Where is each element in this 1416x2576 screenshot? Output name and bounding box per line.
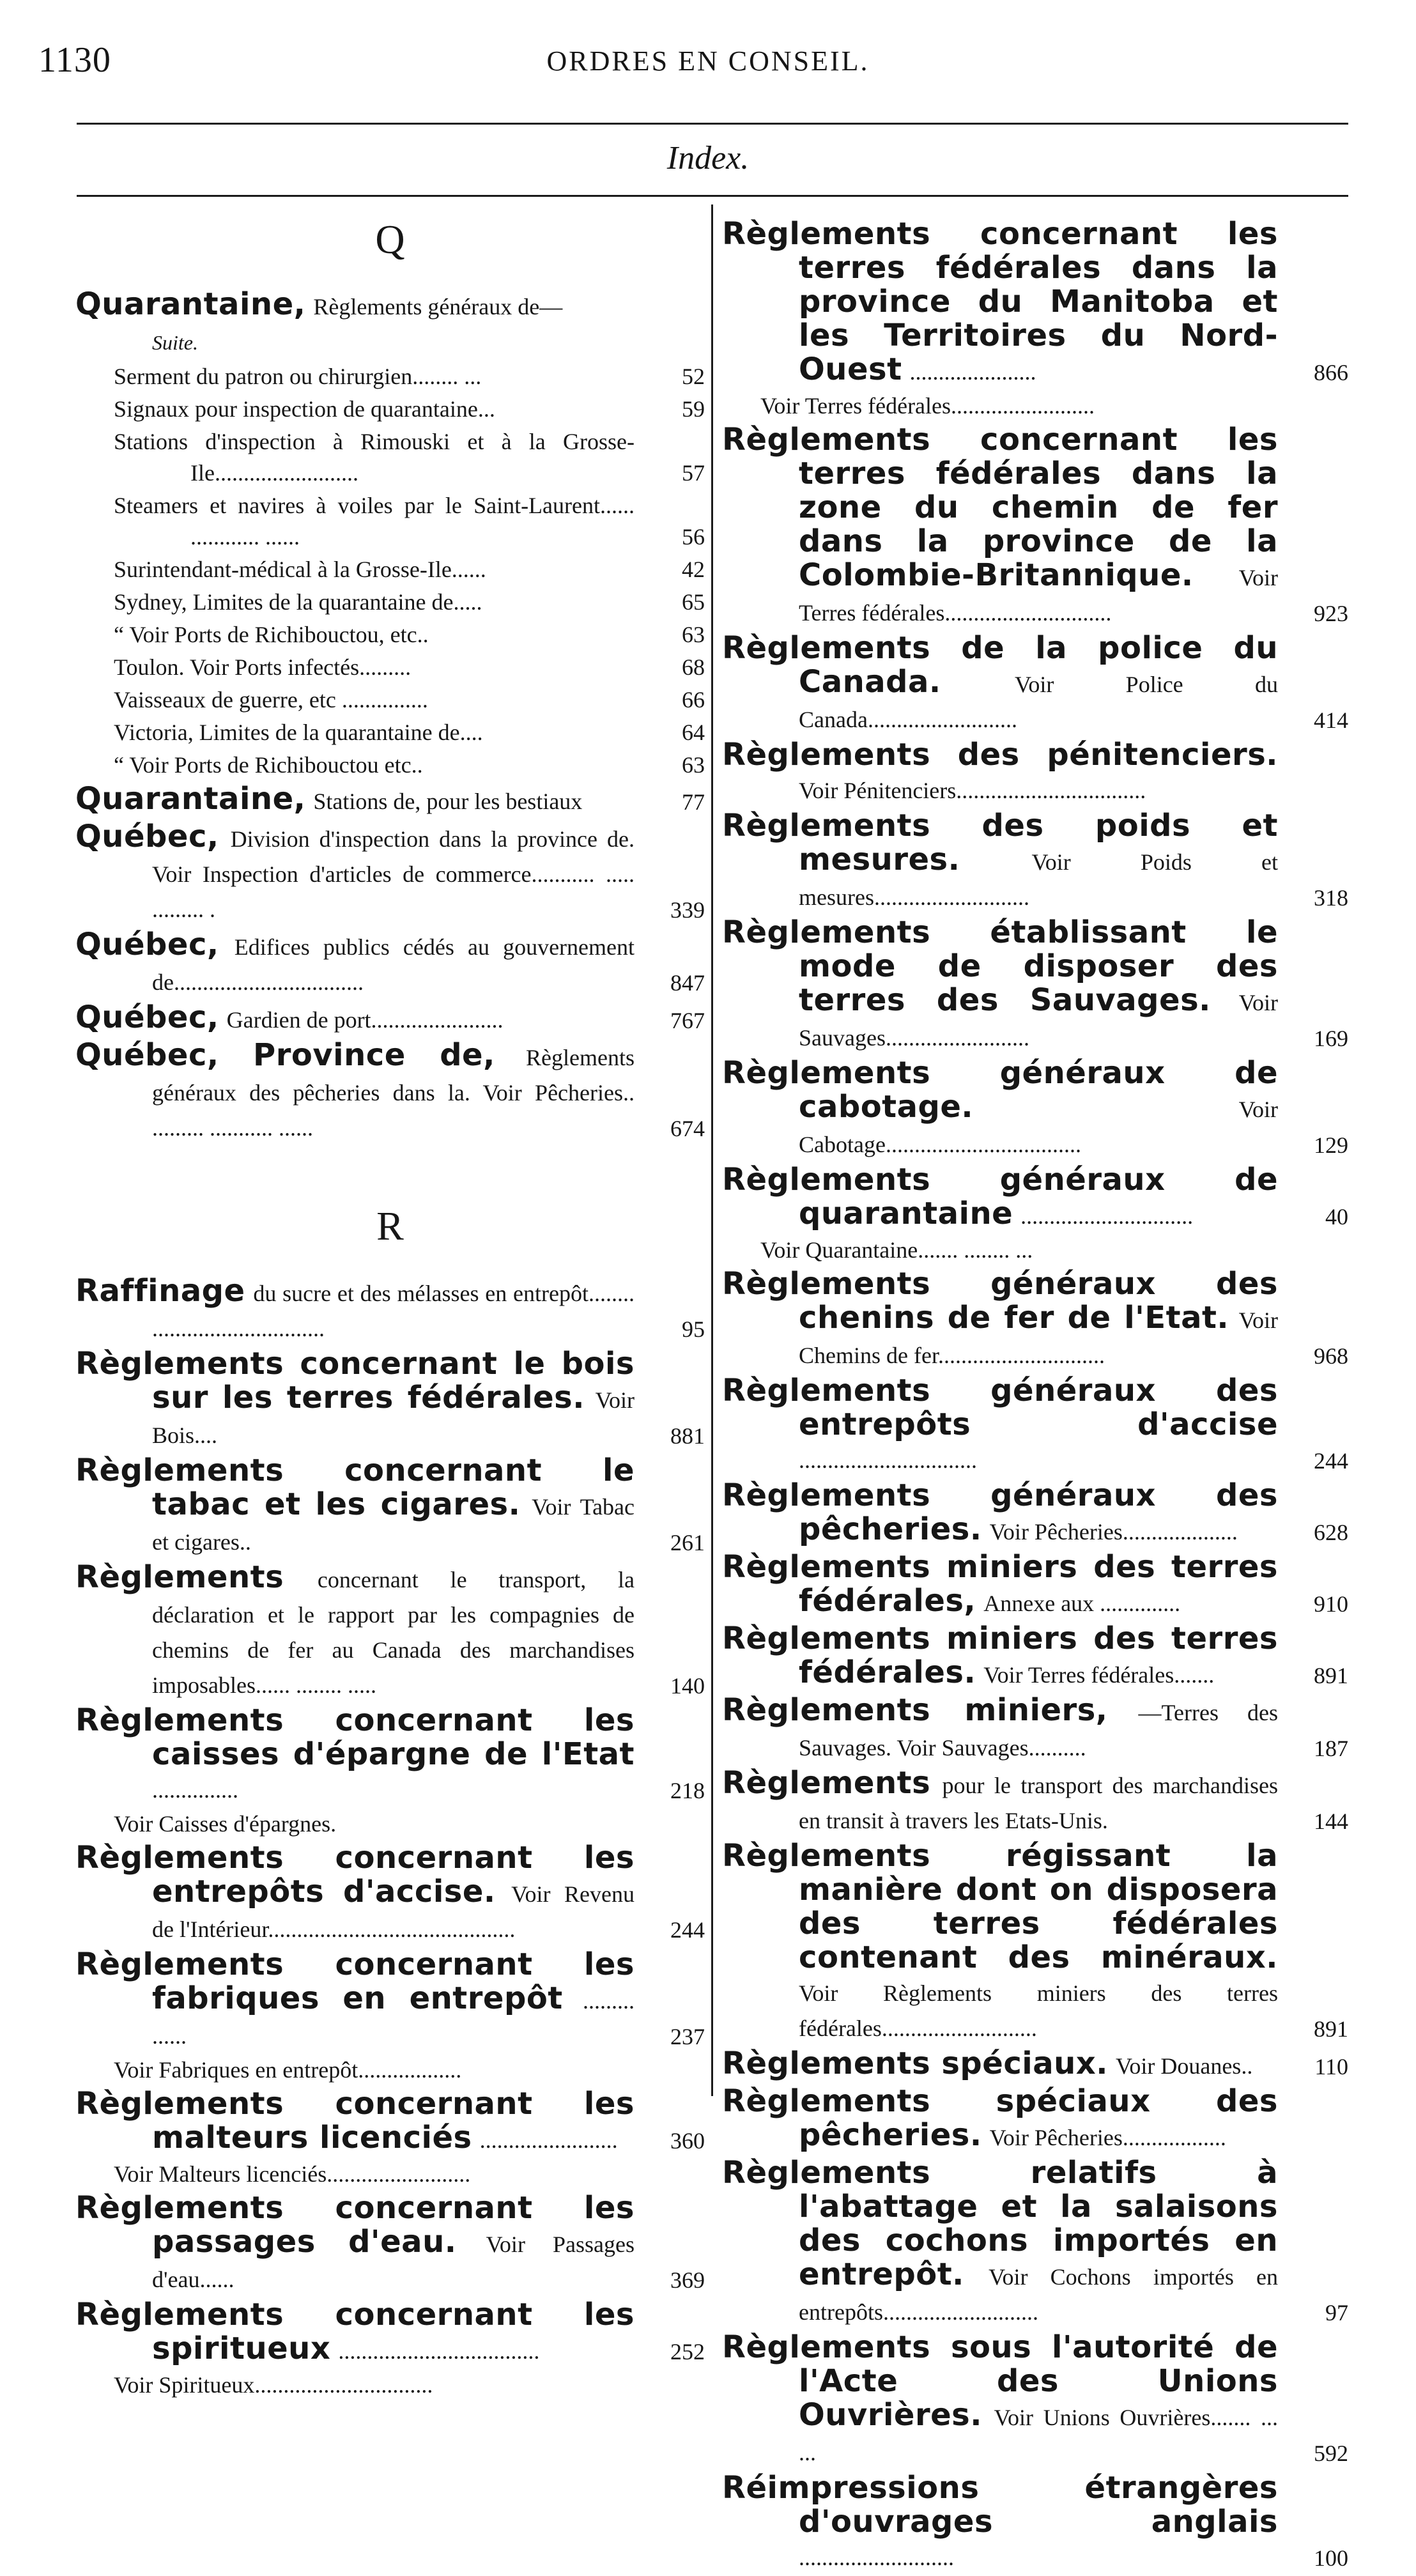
entry-text: Gardien de port....................... — [226, 1007, 504, 1033]
entry-text: ............... — [152, 1777, 238, 1803]
index-entry — [722, 1550, 1348, 1620]
entry-page-number: 187 — [1314, 1736, 1348, 1761]
entry-text: Vaisseaux de guerre, etc ............... — [114, 687, 428, 713]
entry-heading: Règlements — [75, 1559, 284, 1595]
page-number: 1130 — [38, 40, 111, 80]
entry-text: .............................. — [1020, 1203, 1194, 1229]
entry-text: Règlements généraux de— — [313, 294, 563, 320]
index-entry — [75, 652, 705, 683]
index-entry — [75, 2370, 705, 2401]
entry-heading: Québec, — [75, 819, 219, 854]
index-entry — [75, 820, 705, 926]
entry-page-number: 628 — [1314, 1520, 1348, 1545]
index-entry — [75, 1809, 705, 1840]
entry-page-number: 63 — [682, 622, 705, 647]
left-column — [75, 217, 705, 2402]
entry-text: Sydney, Limites de la quarantaine de..... — [114, 589, 482, 615]
entry-page-number: 923 — [1314, 601, 1348, 626]
entry-page-number: 244 — [670, 1917, 705, 1943]
index-entry — [722, 1374, 1348, 1477]
index-entry — [75, 394, 705, 425]
index-entry — [722, 217, 1348, 389]
index-entry — [75, 426, 705, 489]
index-entry — [75, 782, 705, 818]
index-entry — [722, 631, 1348, 736]
entry-page-number: 57 — [682, 460, 705, 486]
index-entry — [75, 1038, 705, 1145]
entry-page-number: 339 — [670, 897, 705, 923]
entry-heading: Québec, Province de, — [75, 1037, 495, 1073]
entry-heading: Règlements spéciaux des pêcheries. — [722, 2083, 1278, 2153]
index-entry — [722, 2331, 1348, 2469]
running-title: ORDRES EN CONSEIL. — [546, 45, 870, 77]
entry-text: Voir Revenu de l'Intérieur........................................... — [152, 1881, 635, 1942]
entry-page-number: 77 — [682, 789, 705, 815]
entry-heading: Règlements concernant le tabac et les cigares. — [75, 1453, 635, 1522]
entry-page-number: 910 — [1314, 1591, 1348, 1617]
entry-heading: Règlements de la police du Canada. — [722, 630, 1278, 700]
entry-page-number: 100 — [1314, 2545, 1348, 2571]
entry-page-number: 866 — [1314, 360, 1348, 385]
entry-heading: Règlements généraux des entrepôts d'accise — [722, 1373, 1278, 1442]
entry-heading: Règlements concernant les malteurs licenciés — [75, 2086, 635, 2156]
index-entry — [722, 809, 1348, 914]
entry-page-number: 318 — [1314, 885, 1348, 911]
index-entry — [75, 1454, 705, 1559]
entry-page-number: 140 — [670, 1673, 705, 1699]
index-entry — [722, 1766, 1348, 1837]
entry-page-number: 110 — [1314, 2054, 1348, 2079]
entry-text: Voir Cabotage.................................. — [799, 1097, 1278, 1157]
entry-heading: Règlements concernant le bois sur les terres fédérales. — [75, 1346, 635, 1415]
index-entry — [75, 1274, 705, 1345]
index-entry — [75, 490, 705, 553]
entry-list-r — [75, 1274, 705, 2401]
entry-heading: Règlements généraux des chenins de fer de l'Etat. — [722, 1266, 1278, 1336]
entry-page-number: 68 — [682, 654, 705, 680]
index-entry — [722, 2156, 1348, 2329]
entry-page-number: 40 — [1325, 1204, 1348, 1230]
entry-page-number: 881 — [670, 1423, 705, 1449]
entry-text: Stations de, pour les bestiaux — [313, 789, 583, 814]
entry-text: Voir Fabriques en entrepôt.................. — [114, 2057, 462, 2083]
index-entry — [722, 916, 1348, 1054]
index-entry — [75, 2087, 705, 2157]
entry-heading: Raffinage — [75, 1273, 245, 1309]
entry-text: Annexe aux .............. — [983, 1591, 1181, 1616]
entry-heading: Règlements — [722, 1765, 931, 1801]
entry-text: Toulon. Voir Ports infectés......... — [114, 654, 412, 680]
entry-text: —Terres des Sauvages. Voir Sauvages.......... — [799, 1700, 1278, 1761]
index-entry — [722, 390, 1348, 422]
entry-text: du sucre et des mélasses en entrepôt........ .............................. — [152, 1281, 635, 1341]
index-entry — [722, 1693, 1348, 1764]
entry-text: Steamers et navires à voiles par le Saint-Laurent...... ............ ...... — [114, 493, 635, 550]
index-entry — [722, 2085, 1348, 2154]
entry-heading: Règlements miniers des terres fédérales, — [722, 1549, 1278, 1619]
entry-suite: Suite. — [152, 331, 198, 354]
entry-page-number: 56 — [682, 524, 705, 550]
entry-heading: Règlements généraux de cabotage. — [722, 1055, 1278, 1125]
entry-text: Voir Sauvages......................... — [799, 990, 1279, 1051]
entry-text: ......... ...... — [152, 1988, 635, 2049]
entry-text: concernant le transport, la déclaration et le rapport par les compagnies de chemins de fer au Canada des marchandises imposables...... ........ ..... — [152, 1567, 635, 1698]
entry-heading: Quarantaine, — [75, 781, 306, 817]
entry-page-number: 66 — [682, 687, 705, 713]
entry-page-number: 261 — [670, 1530, 705, 1555]
entry-heading: Règlements concernant les entrepôts d'accise. — [75, 1840, 635, 1909]
entry-text: Voir Pêcheries.................... — [989, 1519, 1238, 1545]
entry-text: ............................... — [799, 1447, 977, 1473]
entry-heading: Règlements établissant le mode de disposer des terres des Sauvages. — [722, 914, 1278, 1018]
entry-heading: Règlements généraux des pêcheries. — [722, 1477, 1278, 1547]
entry-text: Voir Spiritueux............................... — [114, 2372, 433, 2398]
entry-page-number: 169 — [1314, 1026, 1348, 1051]
entry-text: Voir Quarantaine....... ........ ... — [760, 1237, 1033, 1263]
entry-text: ................................... — [338, 2338, 540, 2364]
index-entry — [75, 619, 705, 651]
index-entry — [722, 738, 1348, 807]
entry-heading: Règlements sous l'autorité de l'Acte des Unions Ouvrières. — [722, 2329, 1278, 2433]
entry-text: Voir Pénitenciers................................. — [799, 778, 1146, 803]
index-entry — [75, 1948, 705, 2053]
index-entry — [75, 2191, 705, 2296]
header-rule-bottom — [77, 195, 1348, 197]
entry-page-number: 847 — [670, 970, 705, 996]
entry-page-number: 65 — [682, 589, 705, 615]
entry-heading: Quarantaine, — [75, 286, 306, 322]
entry-heading: Règlements généraux de quarantaine — [722, 1162, 1278, 1231]
entry-text: “ Voir Ports de Richibouctou etc.. — [114, 752, 423, 778]
entry-page-number: 360 — [670, 2128, 705, 2154]
entry-page-number: 218 — [670, 1778, 705, 1803]
entry-page-number: 674 — [670, 1116, 705, 1141]
entry-heading: Règlements relatifs à l'abattage et la salaisons des cochons importés en entrepôt. — [722, 2155, 1278, 2292]
entry-text: Serment du patron ou chirurgien........ ... — [114, 364, 482, 389]
entry-text: Voir Douanes.. — [1116, 2053, 1253, 2079]
entry-page-number: 252 — [670, 2339, 705, 2364]
entry-heading: Réimpressions étrangères d'ouvrages anglais — [722, 2470, 1278, 2540]
entry-page-number: 63 — [682, 752, 705, 778]
entry-page-number: 891 — [1314, 2016, 1348, 2042]
entry-text: Voir Pêcheries.................. — [989, 2125, 1226, 2150]
entry-text: Edifices publics cédés au gouvernement de................................. — [152, 934, 635, 995]
entry-heading: Règlements régissant la manière dont on disposera des terres fédérales contenant des minéraux. — [722, 1838, 1278, 1975]
index-entry — [75, 928, 705, 999]
entry-heading: Règlements concernant les fabriques en entrepôt — [75, 1947, 635, 2016]
index-entry — [722, 1839, 1348, 2045]
entry-heading: Règlements spéciaux. — [722, 2046, 1108, 2081]
index-entry — [75, 2159, 705, 2190]
index-entry — [75, 361, 705, 392]
entry-text: Voir Bois.... — [152, 1387, 635, 1448]
entry-text: Surintendant-médical à la Grosse-Ile...... — [114, 557, 486, 582]
entry-page-number: 414 — [1314, 707, 1348, 733]
entry-text: Division d'inspection dans la province de. Voir Inspection d'articles de commerce........... ..... ......... . — [152, 826, 635, 922]
entry-page-number: 244 — [1314, 1448, 1348, 1474]
index-entry — [75, 2055, 705, 2086]
index-entry — [75, 1704, 705, 1807]
entry-text: ........................... — [799, 2545, 954, 2570]
entry-heading: Règlements concernant les terres fédérales dans la zone du chemin de fer dans la province de la Colombie-Britannique. — [722, 422, 1278, 593]
entry-page-number: 891 — [1314, 1663, 1348, 1688]
letter-heading-q: Q — [375, 217, 405, 262]
index-entry — [75, 717, 705, 748]
entry-heading: Règlements miniers, — [722, 1692, 1108, 1728]
index-entry — [75, 684, 705, 716]
index-entry — [722, 1479, 1348, 1548]
entry-page-number: 767 — [670, 1008, 705, 1033]
header-rule-top — [77, 123, 1348, 125]
entry-page-number: 95 — [682, 1316, 705, 1342]
entry-page-number: 369 — [670, 2267, 705, 2293]
entry-text: ........................ — [479, 2127, 618, 2153]
entry-text: Voir Terres fédérales......................... — [760, 393, 1095, 419]
index-entry — [722, 2471, 1348, 2574]
index-entry — [722, 1056, 1348, 1161]
index-entry — [75, 554, 705, 585]
column-divider — [711, 204, 713, 2096]
index-entry — [75, 1347, 705, 1452]
entry-text: Voir Tabac et cigares.. — [152, 1494, 635, 1555]
index-entry — [75, 1001, 705, 1037]
entry-text: Voir Cochons importés en entrepôts........................... — [799, 2264, 1279, 2325]
entry-page-number: 968 — [1314, 1343, 1348, 1369]
index-entry — [722, 1163, 1348, 1233]
index-entry — [75, 750, 705, 781]
entry-page-number: 129 — [1314, 1132, 1348, 1158]
entry-page-number: 42 — [682, 557, 705, 582]
entry-text: ...................... — [909, 359, 1036, 385]
index-entry — [722, 2047, 1348, 2083]
index-entry — [722, 1267, 1348, 1372]
entry-page-number: 237 — [670, 2024, 705, 2049]
entry-text: Voir Unions Ouvrières....... ... ... — [799, 2405, 1278, 2465]
entry-text: Voir Terres fédérales....... — [983, 1662, 1215, 1688]
right-column — [722, 217, 1348, 2576]
entry-page-number: 64 — [682, 720, 705, 745]
entry-text: Voir Caisses d'épargnes. — [114, 1811, 337, 1837]
entry-text: Voir Terres fédérales............................. — [799, 565, 1278, 626]
index-entry — [75, 288, 705, 359]
entry-text: Règlements généraux des pêcheries dans la. Voir Pêcheries.. ......... ........... ...... — [152, 1045, 635, 1141]
entry-text: Voir Poids et mesures........................... — [799, 849, 1278, 910]
entry-page-number: 52 — [682, 364, 705, 389]
entry-heading: Québec, — [75, 927, 219, 962]
index-entry — [75, 587, 705, 618]
index-entry — [75, 1561, 705, 1702]
entry-heading: Règlements concernant les spiritueux — [75, 2297, 635, 2366]
entry-heading: Québec, — [75, 999, 219, 1035]
entry-heading: Règlements concernant les passages d'eau. — [75, 2190, 635, 2260]
entry-heading: Règlements des poids et mesures. — [722, 808, 1278, 877]
entry-text: pour le transport des marchandises en transit à travers les Etats-Unis. — [799, 1773, 1278, 1833]
entry-list-right — [722, 217, 1348, 2574]
entry-text: Stations d'inspection à Rimouski et à la Grosse-Ile......................... — [114, 429, 635, 486]
index-entry — [722, 423, 1348, 629]
index-entry — [75, 2298, 705, 2368]
entry-heading: Règlements concernant les terres fédérales dans la province du Manitoba et les Territoires du Nord-Ouest — [722, 216, 1278, 387]
index-entry — [75, 1841, 705, 1946]
index-entry — [722, 1235, 1348, 1266]
entry-text: Voir Malteurs licenciés......................... — [114, 2161, 471, 2187]
index-entry — [722, 1622, 1348, 1692]
entry-text: Voir Chemins de fer............................. — [799, 1307, 1279, 1368]
entry-page-number: 59 — [682, 396, 705, 422]
entry-page-number: 97 — [1325, 2300, 1348, 2325]
letter-heading-r: R — [376, 1203, 404, 1249]
entry-text: Victoria, Limites de la quarantaine de.... — [114, 720, 483, 745]
entry-heading: Règlements concernant les caisses d'épargne de l'Etat — [75, 1702, 635, 1772]
entry-page-number: 144 — [1314, 1809, 1348, 1834]
entry-text: “ Voir Ports de Richibouctou, etc.. — [114, 622, 429, 647]
entry-text: Voir Passages d'eau...... — [152, 2232, 635, 2292]
entry-list-q — [75, 288, 705, 1145]
entry-page-number: 592 — [1314, 2441, 1348, 2466]
section-title: Index. — [666, 140, 750, 176]
entry-text: Voir Police du Canada.......................... — [799, 672, 1278, 732]
entry-heading: Règlements des pénitenciers. — [722, 737, 1278, 773]
entry-heading: Règlements miniers des terres fédérales. — [722, 1621, 1278, 1690]
entry-text: Voir Règlements miniers des terres fédérales........................... — [799, 1980, 1278, 2041]
entry-text: Signaux pour inspection de quarantaine... — [114, 396, 495, 422]
